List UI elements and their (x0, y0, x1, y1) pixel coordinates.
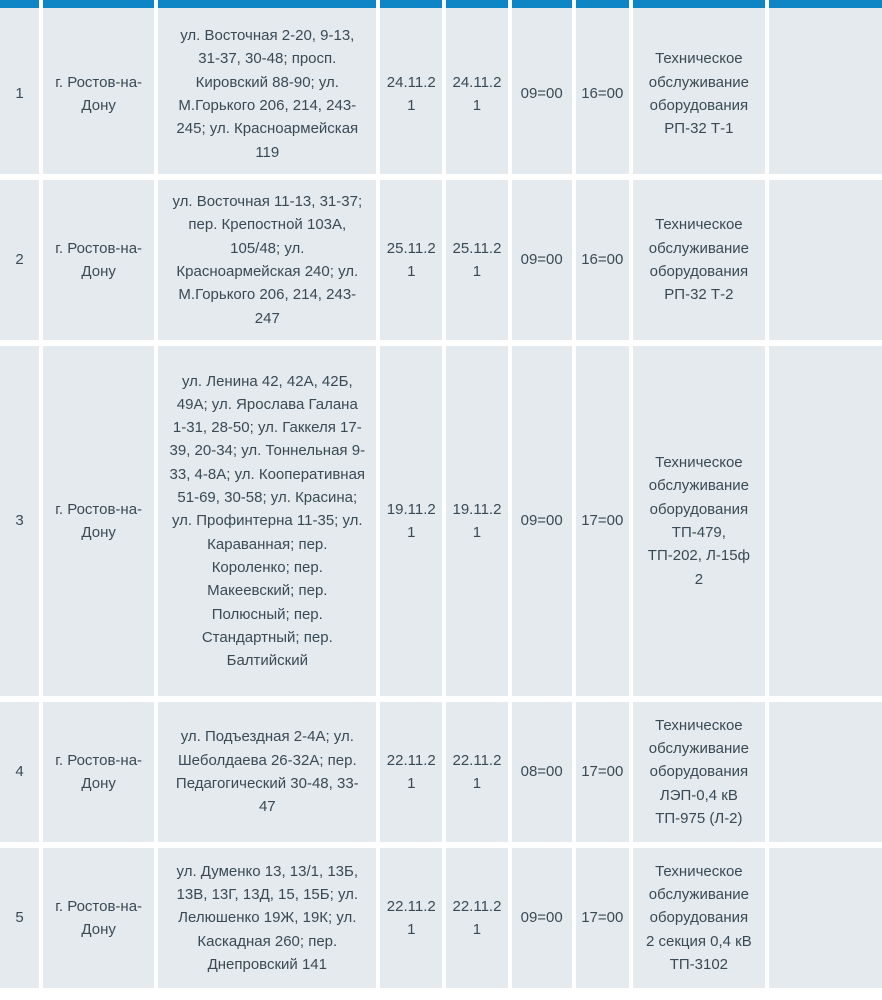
table-row (0, 8, 882, 180)
city-cell: г. Ростов-на-Дону (43, 848, 154, 994)
header-cell-time-end (576, 0, 630, 8)
time-start-cell: 09=00 (512, 180, 572, 346)
address-cell: ул. Ленина 42, 42А, 42Б, 49А; ул. Ярослава Галана 1-31, 28-50; ул. Гаккеля 17-39, 20-34; ул. Тоннельная 9-33, 4-8А; ул. Кооперативная 51-69, 30-58; ул. Красина; ул. Профинтерна 11-35; ул. Караванная; пер. Короленко; пер. Макеевский; пер. Полюсный; пер. Стандартный; пер. Балтийский (158, 346, 376, 702)
header-cell-extra (769, 0, 882, 8)
time-start-cell: 09=00 (512, 8, 572, 180)
date-start-cell: 22.11.21 (380, 702, 442, 848)
time-start-cell: 08=00 (512, 702, 572, 848)
extra-cell (769, 8, 882, 180)
date-end-cell: 22.11.21 (446, 702, 508, 848)
city-cell: г. Ростов-на-Дону (43, 8, 154, 180)
reason-cell: Техническое обслуживание оборудования ТП-479, ТП-202, Л-15ф 2 (633, 346, 765, 702)
date-end-cell: 22.11.21 (446, 848, 508, 994)
address-cell: ул. Подъездная 2-4А; ул. Шеболдаева 26-32А; пер. Педагогический 30-48, 33-47 (158, 702, 376, 848)
city-cell: г. Ростов-на-Дону (43, 346, 154, 702)
city-cell: г. Ростов-на-Дону (43, 180, 154, 346)
header-cell-city (43, 0, 154, 8)
header-cell-address (158, 0, 376, 8)
header-cell-time-start (512, 0, 572, 8)
date-start-cell: 24.11.21 (380, 8, 442, 180)
time-end-cell: 17=00 (576, 346, 630, 702)
time-end-cell: 17=00 (576, 848, 630, 994)
header-cell-date-start (380, 0, 442, 8)
row-number: 4 (0, 702, 39, 848)
header-cell-reason (633, 0, 765, 8)
time-start-cell: 09=00 (512, 346, 572, 702)
address-cell: ул. Восточная 11-13, 31-37; пер. Крепостной 103А, 105/48; ул. Красноармейская 240; ул. М.Горького 206, 214, 243-247 (158, 180, 376, 346)
reason-cell: Техническое обслуживание оборудования РП-32 Т-1 (633, 8, 765, 180)
table-header (0, 0, 882, 8)
extra-cell (769, 848, 882, 994)
reason-cell: Техническое обслуживание оборудования 2 секция 0,4 кВ ТП-3102 (633, 848, 765, 994)
row-number: 5 (0, 848, 39, 994)
date-start-cell: 25.11.21 (380, 180, 442, 346)
table-row (0, 180, 882, 346)
time-end-cell: 17=00 (576, 702, 630, 848)
reason-cell: Техническое обслуживание оборудования ЛЭП-0,4 кВ ТП-975 (Л-2) (633, 702, 765, 848)
header-cell-date-end (446, 0, 508, 8)
header-cell-num (0, 0, 39, 8)
extra-cell (769, 346, 882, 702)
time-start-cell: 09=00 (512, 848, 572, 994)
date-end-cell: 25.11.21 (446, 180, 508, 346)
reason-cell: Техническое обслуживание оборудования РП-32 Т-2 (633, 180, 765, 346)
extra-cell (769, 180, 882, 346)
table-row (0, 346, 882, 702)
table-row (0, 702, 882, 848)
address-cell: ул. Думенко 13, 13/1, 13Б, 13В, 13Г, 13Д, 15, 15Б; ул. Лелюшенко 19Ж, 19К; ул. Каскадная 260; пер. Днепровский 141 (158, 848, 376, 994)
address-cell: ул. Восточная 2-20, 9-13, 31-37, 30-48; просп. Кировский 88-90; ул. М.Горького 206, 214, 243-245; ул. Красноармейская 119 (158, 8, 376, 180)
date-start-cell: 19.11.21 (380, 346, 442, 702)
row-number: 3 (0, 346, 39, 702)
extra-cell (769, 702, 882, 848)
date-start-cell: 22.11.21 (380, 848, 442, 994)
row-number: 1 (0, 8, 39, 180)
time-end-cell: 16=00 (576, 180, 630, 346)
row-number: 2 (0, 180, 39, 346)
date-end-cell: 24.11.21 (446, 8, 508, 180)
city-cell: г. Ростов-на-Дону (43, 702, 154, 848)
time-end-cell: 16=00 (576, 8, 630, 180)
date-end-cell: 19.11.21 (446, 346, 508, 702)
table-row (0, 848, 882, 994)
